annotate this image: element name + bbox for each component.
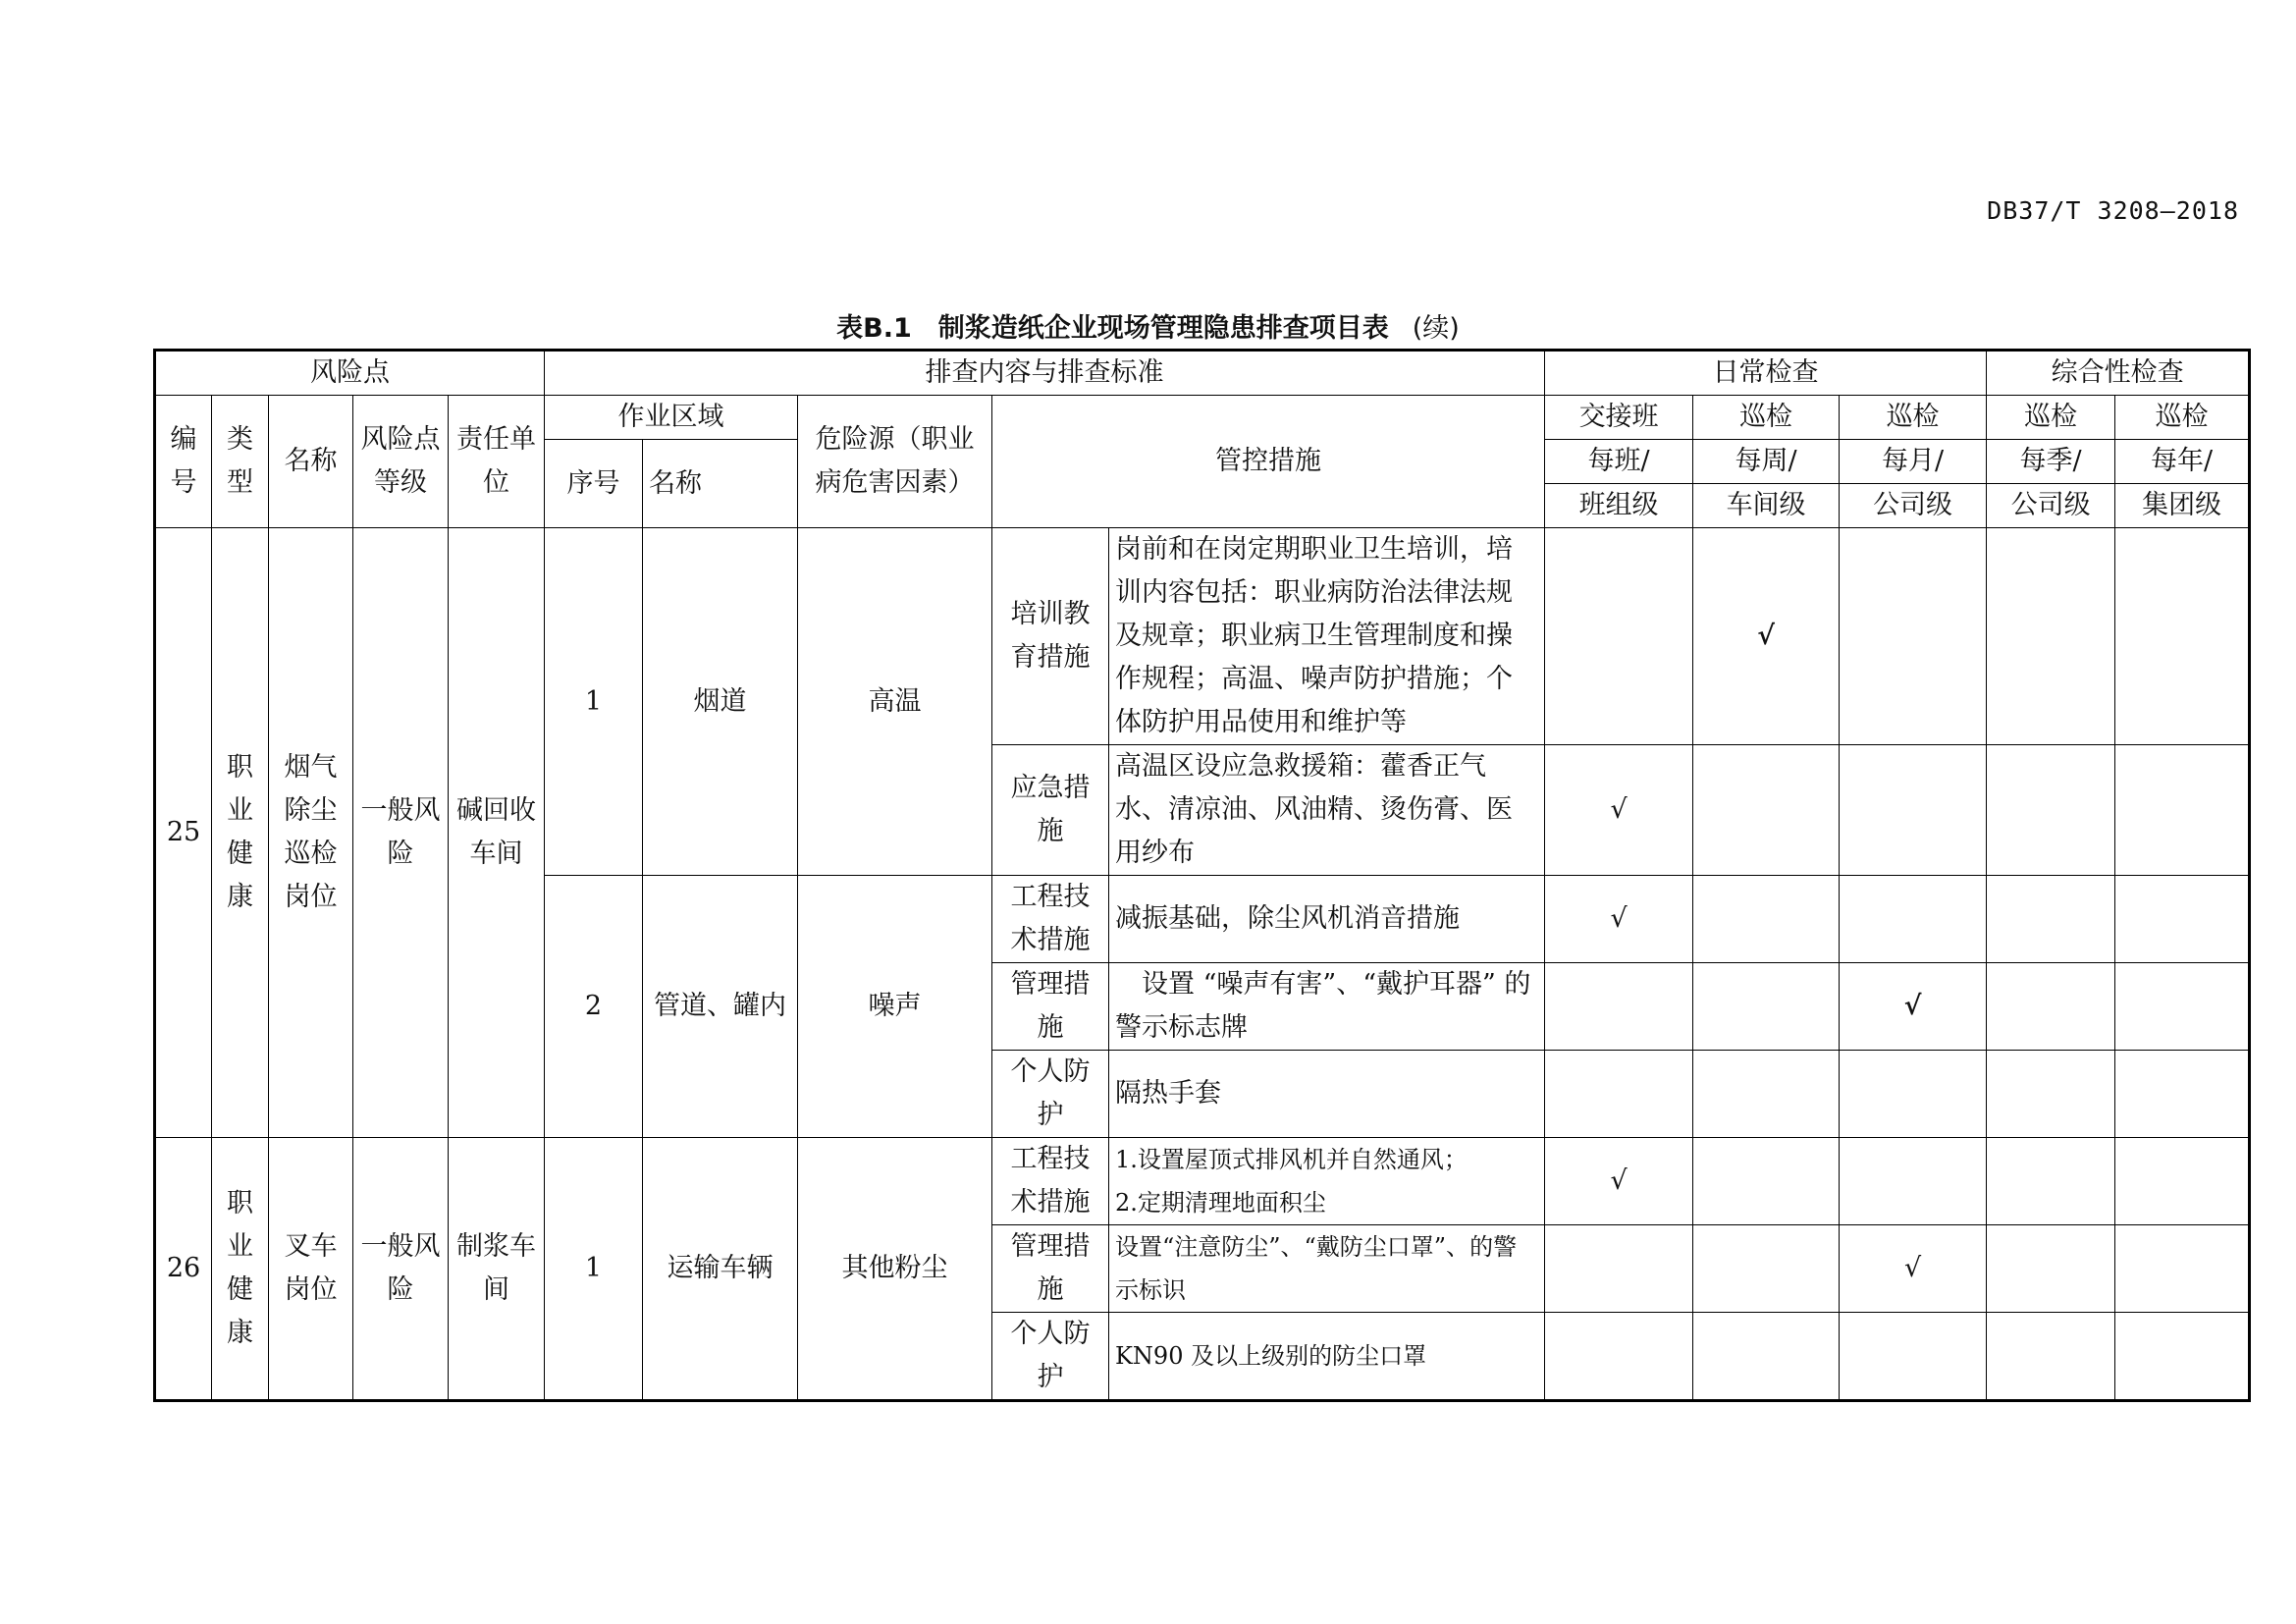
check-cell xyxy=(1987,1138,2115,1225)
row25-m2-text: 高温区设应急救援箱：藿香正气水、清凉油、风油精、烫伤膏、医用纱布 xyxy=(1109,745,1545,876)
row26-m3-category: 个人防护 xyxy=(992,1313,1109,1401)
col-year-a: 巡检 xyxy=(2115,396,2250,440)
check-cell xyxy=(1545,963,1693,1051)
col-week-c: 车间级 xyxy=(1693,484,1840,528)
col-shift-c: 班组级 xyxy=(1545,484,1693,528)
daily-check-header: 日常检查 xyxy=(1545,351,1987,396)
check-cell xyxy=(1840,1051,1987,1138)
check-cell xyxy=(2115,963,2250,1051)
row25-m5-text: 隔热手套 xyxy=(1109,1051,1545,1138)
row26-m1-category: 工程技术措施 xyxy=(992,1138,1109,1225)
row25-name: 烟气除尘巡检岗位 xyxy=(269,528,353,1138)
row25-m1-text: 岗前和在岗定期职业卫生培训，培训内容包括：职业病防治法律法规及规章；职业病卫生管理制度和操作规程；高温、噪声防护措施；个体防护用品使用和维护等 xyxy=(1109,528,1545,745)
row26-type: 职业健康 xyxy=(212,1138,269,1401)
row25-area1-name: 烟道 xyxy=(643,528,798,876)
row25-m4-category: 管理措施 xyxy=(992,963,1109,1051)
check-cell xyxy=(2115,876,2250,963)
table-caption xyxy=(0,306,2296,345)
check-cell xyxy=(1545,1225,1693,1313)
check-cell xyxy=(1987,528,2115,745)
check-cell xyxy=(1693,745,1840,876)
col-shift-b: 每班/ xyxy=(1545,440,1693,484)
row26-name: 叉车岗位 xyxy=(269,1138,353,1401)
check-cell xyxy=(1693,1225,1840,1313)
check-cell xyxy=(2115,1051,2250,1138)
check-cell xyxy=(1545,1313,1693,1401)
check-cell xyxy=(1545,1051,1693,1138)
check-cell xyxy=(1545,528,1693,745)
hazard-header: 危险源（职业病危害因素） xyxy=(798,396,992,528)
check-cell xyxy=(1987,1051,2115,1138)
col-month-c: 公司级 xyxy=(1840,484,1987,528)
row26-m1-line2: 2.定期清理地面积尘 xyxy=(1115,1189,1326,1217)
check-cell xyxy=(1840,1313,1987,1401)
check-cell xyxy=(1693,1051,1840,1138)
col-quarter-c: 公司级 xyxy=(1987,484,2115,528)
num-header: 编号 xyxy=(155,396,212,528)
check-cell xyxy=(1987,1313,2115,1401)
col-quarter-b: 每季/ xyxy=(1987,440,2115,484)
check-cell xyxy=(1840,745,1987,876)
row25-m1-mark: √ xyxy=(1693,528,1840,745)
caption-title: 表B.1 制浆造纸企业现场管理隐患排查项目表 xyxy=(836,313,1389,344)
table-row xyxy=(155,528,2250,745)
row26-m3-text: KN90 及以上级别的防尘口罩 xyxy=(1109,1313,1545,1401)
area-name-header: 名称 xyxy=(643,440,798,528)
seq-header: 序号 xyxy=(545,440,643,528)
row25-num: 25 xyxy=(155,528,212,1138)
col-week-b: 每周/ xyxy=(1693,440,1840,484)
check-cell xyxy=(2115,745,2250,876)
check-cell xyxy=(2115,528,2250,745)
check-cell xyxy=(1840,1138,1987,1225)
row26-area1-name: 运输车辆 xyxy=(643,1138,798,1401)
col-year-b: 每年/ xyxy=(2115,440,2250,484)
row26-unit: 制浆车间 xyxy=(449,1138,545,1401)
row25-m3-text: 减振基础，除尘风机消音措施 xyxy=(1109,876,1545,963)
row25-area2-name: 管道、罐内 xyxy=(643,876,798,1138)
inspection-table xyxy=(153,349,2251,1402)
check-cell xyxy=(2115,1225,2250,1313)
check-cell xyxy=(1693,963,1840,1051)
row25-type: 职业健康 xyxy=(212,528,269,1138)
col-quarter-a: 巡检 xyxy=(1987,396,2115,440)
row25-m3-category: 工程技术措施 xyxy=(992,876,1109,963)
row26-level: 一般风险 xyxy=(353,1138,449,1401)
content-standard-header: 排查内容与排查标准 xyxy=(545,351,1545,396)
check-cell xyxy=(1987,963,2115,1051)
check-cell xyxy=(1840,528,1987,745)
check-cell xyxy=(1693,1313,1840,1401)
row25-m4-text: 设置 “噪声有害”、“戴护耳器” 的警示标志牌 xyxy=(1109,963,1545,1051)
row25-level: 一般风险 xyxy=(353,528,449,1138)
row25-m2-mark: √ xyxy=(1545,745,1693,876)
row26-area1-seq: 1 xyxy=(545,1138,643,1401)
check-cell xyxy=(1693,876,1840,963)
check-cell xyxy=(1987,1225,2115,1313)
type-header: 类型 xyxy=(212,396,269,528)
caption-continued: (续) xyxy=(1412,313,1460,344)
col-year-c: 集团级 xyxy=(2115,484,2250,528)
row26-m1-mark: √ xyxy=(1545,1138,1693,1225)
row26-m1-line1: 1.设置屋顶式排风机并自然通风； xyxy=(1115,1146,1468,1173)
row26-num: 26 xyxy=(155,1138,212,1401)
row26-m1-text xyxy=(1109,1138,1545,1225)
comprehensive-check-header: 综合性检查 xyxy=(1987,351,2250,396)
unit-header: 责任单位 xyxy=(449,396,545,528)
header-row-1 xyxy=(155,351,2250,396)
row25-area2-hazard: 噪声 xyxy=(798,876,992,1138)
row25-m4-mark: √ xyxy=(1840,963,1987,1051)
row25-area2-seq: 2 xyxy=(545,876,643,1138)
check-cell xyxy=(1693,1138,1840,1225)
row26-m2-mark: √ xyxy=(1840,1225,1987,1313)
row26-m2-category: 管理措施 xyxy=(992,1225,1109,1313)
standard-code: DB37/T 3208—2018 xyxy=(1987,196,2239,225)
row25-unit: 碱回收车间 xyxy=(449,528,545,1138)
check-cell xyxy=(2115,1138,2250,1225)
col-shift-a: 交接班 xyxy=(1545,396,1693,440)
check-cell xyxy=(2115,1313,2250,1401)
risk-point-header: 风险点 xyxy=(155,351,545,396)
row26-area1-hazard: 其他粉尘 xyxy=(798,1138,992,1401)
row25-m2-category: 应急措施 xyxy=(992,745,1109,876)
check-cell xyxy=(1987,745,2115,876)
row25-area1-seq: 1 xyxy=(545,528,643,876)
name-header: 名称 xyxy=(269,396,353,528)
control-header: 管控措施 xyxy=(992,396,1545,528)
row25-area1-hazard: 高温 xyxy=(798,528,992,876)
col-month-b: 每月/ xyxy=(1840,440,1987,484)
col-week-a: 巡检 xyxy=(1693,396,1840,440)
risk-level-header: 风险点等级 xyxy=(353,396,449,528)
row25-m5-category: 个人防护 xyxy=(992,1051,1109,1138)
row26-m2-text: 设置“注意防尘”、“戴防尘口罩”、的警示标识 xyxy=(1109,1225,1545,1313)
row25-m1-category: 培训教育措施 xyxy=(992,528,1109,745)
work-area-header: 作业区域 xyxy=(545,396,798,440)
table-row xyxy=(155,1138,2250,1225)
col-month-a: 巡检 xyxy=(1840,396,1987,440)
header-row-2 xyxy=(155,396,2250,440)
row25-m3-mark: √ xyxy=(1545,876,1693,963)
check-cell xyxy=(1987,876,2115,963)
check-cell xyxy=(1840,876,1987,963)
